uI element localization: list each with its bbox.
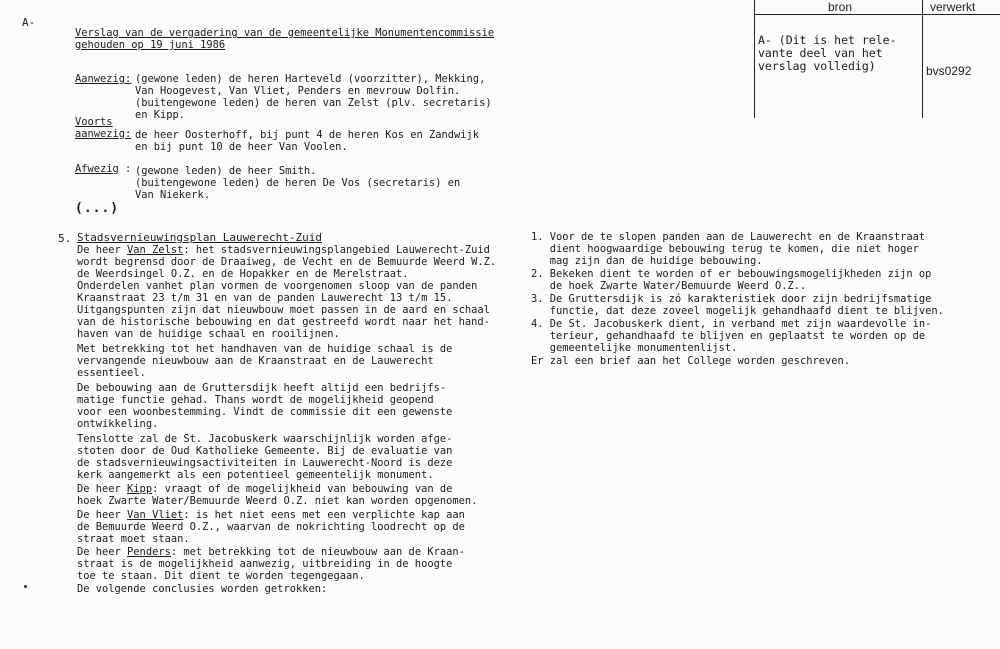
absent-colon: : <box>118 163 132 175</box>
also-present-line: de heer Oosterhoff, bij punt 4 de heren Kos en Zandwijk <box>135 129 480 141</box>
scan-dot <box>24 585 27 588</box>
body-line: Uitgangspunten zijn dat nieuwbouw moet passen in de aard en schaal <box>77 304 490 316</box>
body-line: de Weerdsingel O.Z. en de Hopakker en de Merelstraat. <box>77 268 409 280</box>
body-line: de stadsvernieuwingsactiviteiten in Lauwerecht-Noord is deze <box>77 457 453 469</box>
present-line: en Kipp. <box>135 109 186 121</box>
body-line: Onderdelen vanhet plan vormen de voorgenomen sloop van de panden <box>77 280 478 292</box>
table-border-left <box>754 0 755 118</box>
body-line: De bebouwing aan de Gruttersdijk heeft altijd een bedrijfs- <box>77 382 447 394</box>
body-line: De volgende conclusies worden getrokken: <box>77 583 328 595</box>
body-line: De heer Kipp: vraagt of de mogelijkheid van bebouwing van de <box>77 483 453 495</box>
conclusion-line: 2. Bekeken dient te worden of er bebouwingsmogelijkheden zijn op <box>531 268 932 280</box>
present-line: (buitengewone leden) de heren van Zelst (plv. secretaris) <box>135 97 492 109</box>
report-title-line2: gehouden op 19 juni 1986 <box>75 39 226 51</box>
conclusion-line: 3. De Gruttersdijk is zó karakteristiek door zijn bedrijfsmatige <box>531 293 932 305</box>
body-line: ontwikkeling. <box>77 418 159 430</box>
absent-line: (gewone leden) de heer Smith. <box>135 165 317 177</box>
body-line: kerk aangemerkt als een potentieel gemeentelijk monument. <box>77 469 434 481</box>
corner-label: A- <box>22 16 36 29</box>
table-header-source: bron <box>828 0 853 14</box>
body-line: stoten door de Oud Katholieke Gemeente. Bij de evaluatie van <box>77 445 453 457</box>
table-source-line: A- (Dit is het rele- <box>758 33 897 47</box>
body-line: wordt begrensd door de Draaiweg, de Vecht en de Bemuurde Weerd W.Z. <box>77 256 497 268</box>
body-line: vervangende nieuwbouw aan de Kraanstraat en de Lauwerecht <box>77 355 434 367</box>
also-present-line: en bij punt 10 de heer Van Voolen. <box>135 141 348 153</box>
conclusion-line: terieur, gehandhaafd te blijven en geplaatst te worden op de <box>531 330 926 342</box>
item-title: Stadsvernieuwingsplan Lauwerecht-Zuid <box>77 231 323 244</box>
absent-line: (buitengewone leden) de heren De Vos (secretaris) en <box>135 177 461 189</box>
also-present-label-2: aanwezig: <box>75 128 132 140</box>
present-line: (gewone leden) de heren Harteveld (voorzitter), Mekking, <box>135 73 486 85</box>
speaker-name: Van Zelst <box>127 244 184 256</box>
item-number: 5. <box>58 232 72 245</box>
conclusion-line: mag zijn dan de huidige bebouwing. <box>531 255 763 267</box>
body-line: hoek Zwarte Water/Bemuurde Weerd O.Z. niet kan worden opgenomen. <box>77 495 478 507</box>
table-source-line: vante deel van het <box>758 46 883 60</box>
body-line: essentieel. <box>77 367 146 379</box>
also-present-label-1: Voorts <box>75 116 113 128</box>
absent-label-row <box>75 164 131 176</box>
conclusion-line: gemeentelijke monumentenlijst. <box>531 342 738 354</box>
speaker-name: Van Vliet <box>127 509 184 521</box>
ellipsis: (...) <box>75 201 120 216</box>
conclusion-line: Er zal een brief aan het College worden geschreven. <box>531 355 851 367</box>
body-line: haven van de huidige schaal en rooilijnen. <box>77 328 340 340</box>
table-processed-value: bvs0292 <box>926 64 972 78</box>
present-line: Van Hoogevest, Van Vliet, Penders en mevrouw Dolfin. <box>135 85 461 97</box>
speaker-name: Penders <box>127 546 171 558</box>
present-label: Aanwezig: <box>75 73 132 85</box>
body-line: toe te staan. Dit dient te worden tegengegaan. <box>77 570 365 582</box>
report-title-line1: Verslag van de vergadering van de gemeentelijke Monumentencommissie <box>75 27 495 39</box>
conclusion-line: 1. Voor de te slopen panden aan de Lauwerecht en de Kraanstraat <box>531 231 926 243</box>
body-line: straat moet staan. <box>77 533 190 545</box>
body-line: De heer Penders: met betrekking tot de nieuwbouw aan de Kraan- <box>77 546 465 558</box>
speaker-name: Kipp <box>127 483 153 495</box>
conclusion-line: functie, dat deze zoveel mogelijk gehandhaafd dient te blijven. <box>531 305 944 317</box>
body-line: voor een woonbestemming. Vindt de commissie dit een gewenste <box>77 406 453 418</box>
conclusion-line: de hoek Zwarte Water/Bemuurde Weerd O.Z.. <box>531 280 807 292</box>
body-line: De heer Van Vliet: is het niet eens met een verplichte kap aan <box>77 509 465 521</box>
body-line: Tenslotte zal de St. Jacobuskerk waarschijnlijk worden afge- <box>77 433 453 445</box>
table-source-line: verslag volledig) <box>758 59 876 73</box>
absent-label: Afwezig <box>75 163 119 175</box>
table-header-rule <box>754 14 1000 15</box>
body-line: matige functie gehad. Thans wordt de mogelijkheid geopend <box>77 394 434 406</box>
conclusion-line: 4. De St. Jacobuskerk dient, in verband met zijn waardevolle in- <box>531 318 932 330</box>
body-line: Met betrekking tot het handhaven van de huidige schaal is de <box>77 343 453 355</box>
body-line: De heer Van Zelst: het stadsvernieuwingsplangebied Lauwerecht-Zuid <box>77 244 490 256</box>
table-column-divider <box>922 0 923 118</box>
body-line: Kraanstraat 23 t/m 31 en van de panden Lauwerecht 13 t/m 15. <box>77 292 453 304</box>
body-line: straat is de mogelijkheid aanwezig, uitbreiding in de hoogte <box>77 558 453 570</box>
table-header-processed: verwerkt <box>930 0 976 14</box>
absent-line: Van Niekerk. <box>135 189 211 201</box>
body-line: van de historische bebouwing en dat gestreefd wordt naar het hand- <box>77 316 490 328</box>
conclusion-line: dient hoogwaardige bebouwing terug te komen, die niet hoger <box>531 243 919 255</box>
source-table <box>754 0 1000 118</box>
body-line: de Bemuurde Weerd O.Z., waarvan de nokrichting loodrecht op de <box>77 521 465 533</box>
